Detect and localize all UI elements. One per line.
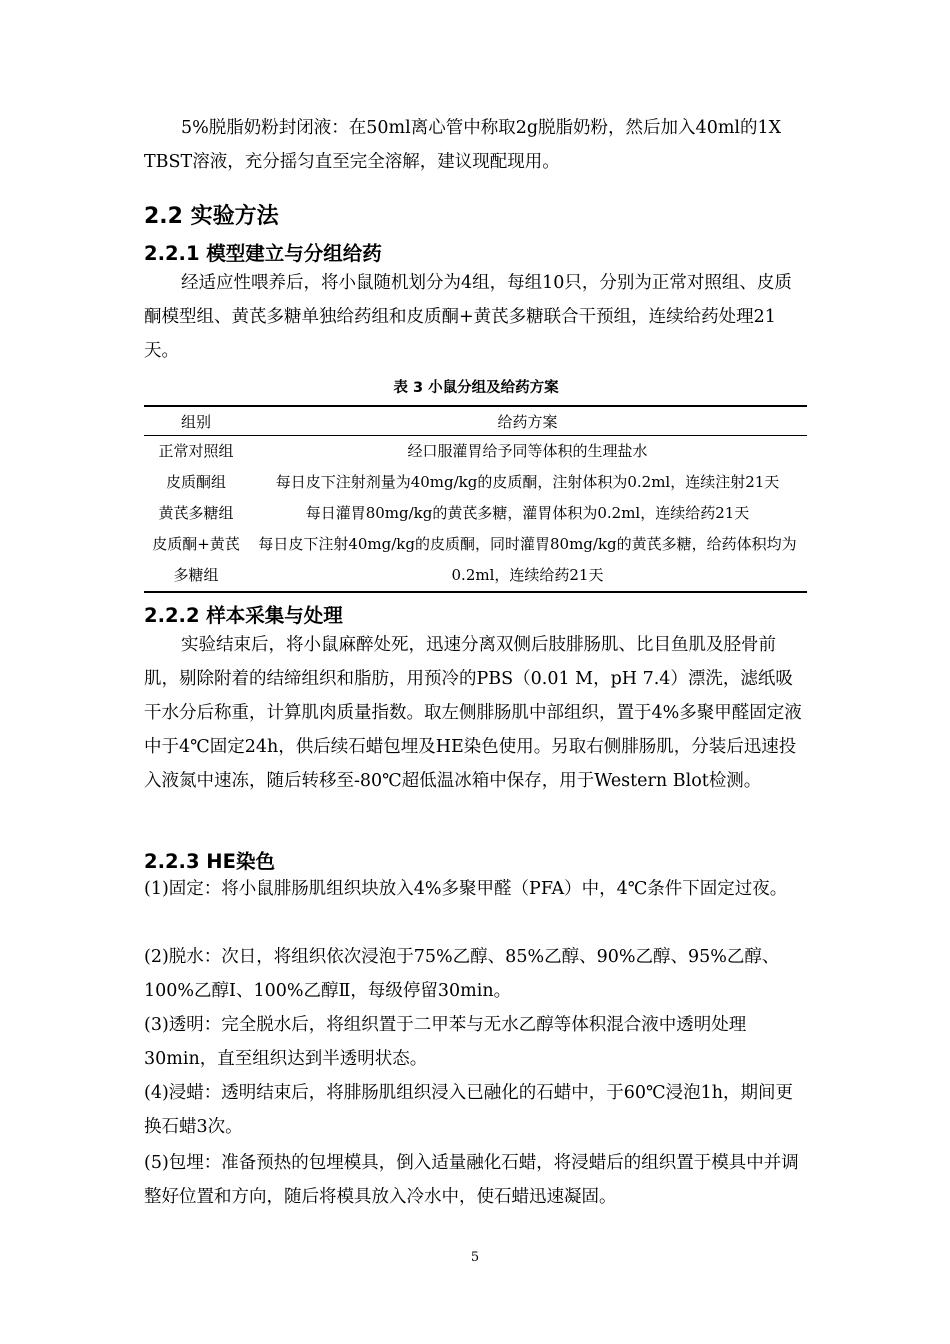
- he-step-1: (1)固定：将小鼠腓肠肌组织块放入4%多聚甲醛（PFA）中，4℃条件下固定过夜。: [144, 879, 788, 899]
- group-cell: 皮质酮+黄芪多糖组: [144, 529, 248, 592]
- regimen-cell: 经口服灌胃给予同等体积的生理盐水: [407, 442, 648, 460]
- group-cell: 黄芪多糖组: [158, 504, 234, 522]
- section-heading-2-2-2: 2.2.2 样本采集与处理: [144, 604, 343, 627]
- he-step-5: (5)包埋：准备预热的包埋模具，倒入适量融化石蜡，将浸蜡后的组织置于模具中并调整好位置和方向，随后将模具放入冷水中，使石蜡迅速凝固。: [144, 1153, 799, 1207]
- table-row: [144, 467, 807, 498]
- table-row: [144, 498, 807, 529]
- group-cell: 正常对照组: [158, 442, 234, 460]
- page-number: 5: [470, 1250, 480, 1265]
- table-caption: 表 3 小鼠分组及给药方案: [393, 380, 559, 396]
- he-step-3: (3)透明：完全脱水后，将组织置于二甲苯与无水乙醇等体积混合液中透明处理30min，直至组织达到半透明状态。: [144, 1015, 747, 1069]
- regimen-cell: 每日灌胃80mg/kg的黄芪多糖，灌胃体积为0.2ml，连续给药21天: [305, 504, 750, 522]
- group-cell: 皮质酮组: [165, 473, 226, 491]
- table-header-row: [144, 406, 807, 436]
- regimen-cell: 每日皮下注射剂量为40mg/kg的皮质酮，注射体积为0.2ml，连续注射21天: [275, 473, 780, 491]
- section-heading-2-2-3: 2.2.3 HE染色: [144, 850, 275, 873]
- regimen-cell: 每日皮下注射40mg/kg的皮质酮，同时灌胃80mg/kg的黄芪多糖，给药体积均为0.2ml，连续给药21天: [248, 529, 807, 592]
- paragraph-2-2-2: 实验结束后，将小鼠麻醉处死，迅速分离双侧后肢腓肠肌、比目鱼肌及胫骨前肌，剔除附着的结缔组织和脂肪，用预冷的PBS（0.01 M，pH 7.4）漂洗，滤纸吸干水分后称重，计算肌肉质量指数。取左侧腓肠肌中部组织，置于4%多聚甲醛固定液中于4℃固定24h，供后续石蜡包埋及HE染色使用。另取右侧腓肠肌，分装后迅速投入液氮中速冻，随后转移至-80℃超低温冰箱中保存，用于Western Blot检测。: [144, 635, 802, 791]
- table-row: [144, 436, 807, 468]
- paragraph-2-2-1: 经适应性喂养后，将小鼠随机划分为4组，每组10只，分别为正常对照组、皮质酮模型组、黄芪多糖单独给药组和皮质酮+黄芪多糖联合干预组，连续给药处理21天。: [144, 273, 792, 361]
- dosing-table: [144, 405, 807, 593]
- section-heading-2-2: 2.2 实验方法: [144, 204, 279, 229]
- table-row: [144, 529, 807, 592]
- column-header-regimen: 给药方案: [248, 406, 807, 436]
- intro-paragraph: 5%脱脂奶粉封闭液：在50ml离心管中称取2g脱脂奶粉，然后加入40ml的1X TBST溶液，充分摇匀直至完全溶解，建议现配现用。: [144, 118, 782, 172]
- he-step-4: (4)浸蜡：透明结束后，将腓肠肌组织浸入已融化的石蜡中，于60℃浸泡1h，期间更换石蜡3次。: [144, 1083, 794, 1137]
- he-step-2: (2)脱水：次日，将组织依次浸泡于75%乙醇、85%乙醇、90%乙醇、95%乙醇、100%乙醇Ⅰ、100%乙醇Ⅱ，每级停留30min。: [144, 947, 780, 1001]
- column-header-group: 组别: [144, 406, 248, 436]
- section-heading-2-2-1: 2.2.1 模型建立与分组给药: [144, 242, 382, 265]
